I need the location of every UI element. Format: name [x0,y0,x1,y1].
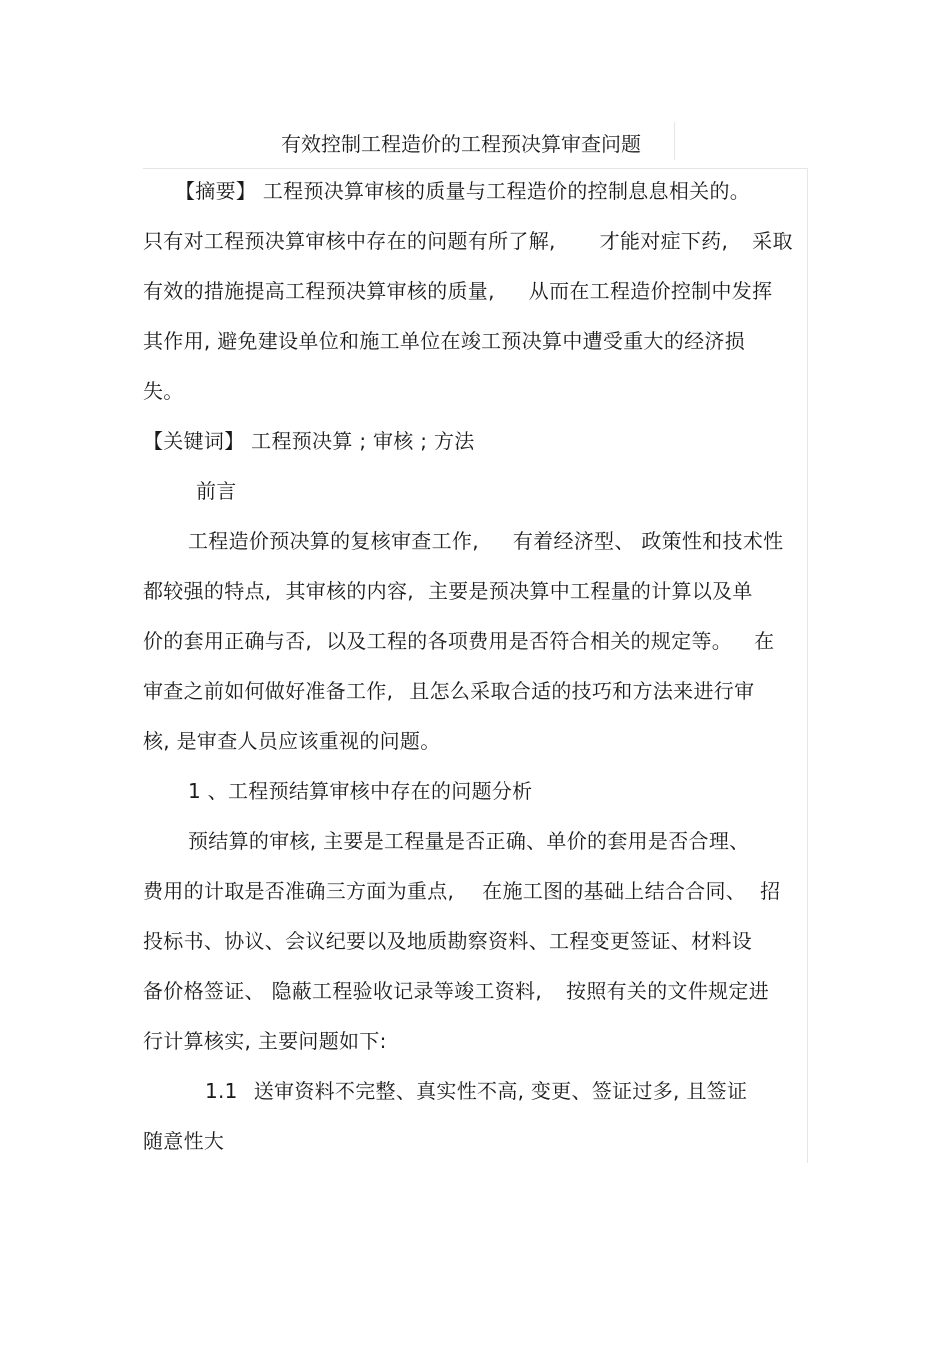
page-border-top [143,168,808,169]
abstract-line-4: 其作用, 避免建设单位和施工单位在竣工预决算中遭受重大的经济损 [143,329,746,353]
document-title: 有效控制工程造价的工程预决算审查问题 [281,132,641,156]
section-1-line-5: 行计算核实, 主要问题如下: [143,1029,387,1053]
preface-line-5: 核, 是审查人员应该重视的问题。 [143,729,441,753]
abstract-line-2: 只有对工程预决算审核中存在的问题有所了解, 才能对症下药, 采取 [143,229,793,253]
preface-line-4: 审查之前如何做好准备工作, 且怎么采取合适的技巧和方法来进行审 [143,679,755,703]
abstract-line-1: 【摘要】 工程预决算审核的质量与工程造价的控制息息相关的。 [175,179,751,203]
section-1-line-2: 费用的计取是否准确三方面为重点, 在施工图的基础上结合合同、 招 [143,879,781,903]
subsection-number: 1.1 [205,1079,238,1103]
abstract-line-5: 失。 [143,379,184,403]
preface-line-1: 工程造价预决算的复核审查工作, 有着经济型、 政策性和技术性 [188,529,784,553]
preface-line-3: 价的套用正确与否, 以及工程的各项费用是否符合相关的规定等。 在 [143,629,775,653]
section-1-line-1: 预结算的审核, 主要是工程量是否正确、单价的套用是否合理、 [188,829,750,853]
preface-heading: 前言 [196,479,237,503]
keywords-line: 【关键词】 工程预决算 ; 审核 ; 方法 [143,429,475,453]
abstract-line-3: 有效的措施提高工程预决算审核的质量, 从而在工程造价控制中发挥 [143,279,773,303]
subsection-1-1-line-2: 随意性大 [143,1129,225,1153]
section-1-heading: 1 、工程预结算审核中存在的问题分析 [188,779,533,803]
subsection-1-1-line-1: 1.1 送审资料不完整、真实性不高, 变更、签证过多, 且签证 [205,1079,748,1103]
section-1-line-3: 投标书、协议、会议纪要以及地质勘察资料、工程变更签证、材料设 [143,929,752,953]
page-border-right [807,168,808,1163]
preface-line-2: 都较强的特点, 其审核的内容, 主要是预决算中工程量的计算以及单 [143,579,753,603]
section-1-line-4: 备价格签证、 隐蔽工程验收记录等竣工资料, 按照有关的文件规定进 [143,979,770,1003]
